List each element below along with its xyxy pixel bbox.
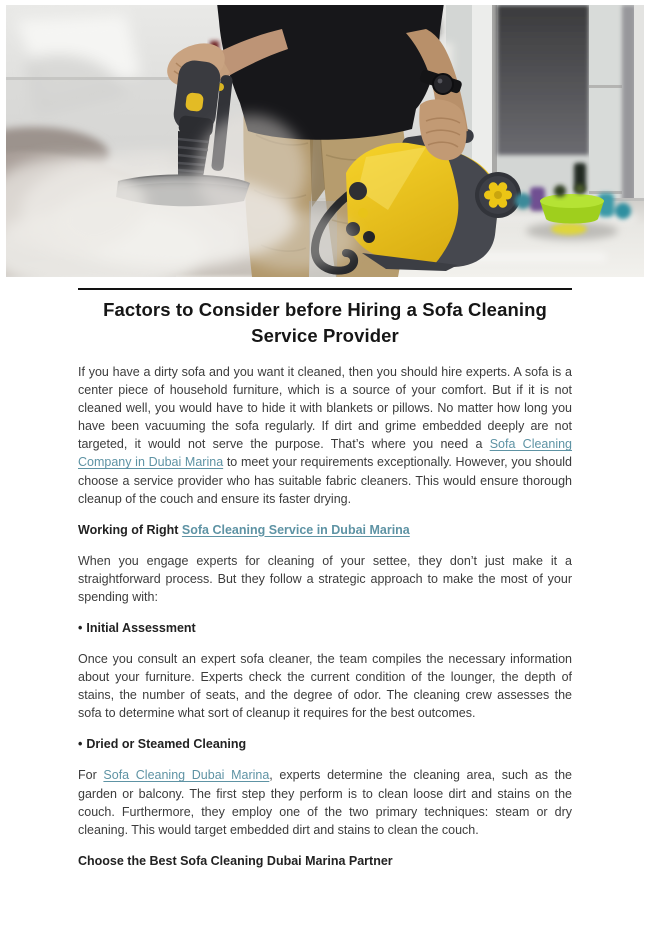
handle-yellow-button bbox=[185, 92, 204, 112]
machine-yellow-knob bbox=[358, 208, 368, 218]
machine-knob-2 bbox=[363, 231, 375, 243]
hero-photo-illustration bbox=[6, 5, 644, 277]
closing-heading: Choose the Best Sofa Cleaning Dubai Marina Partner bbox=[78, 853, 393, 868]
hose-port bbox=[349, 182, 367, 200]
dried-steamed-text-after: , experts determine the cleaning area, such as the garden or balcony. The first step they perform is to clean loose dirt and stains on the couch. Furthermore, they employ one of the two primary techniques: steam or dry cleaning. This would target embedded dirt and stains to clean the couch. bbox=[78, 768, 572, 837]
document-page bbox=[0, 5, 650, 925]
bowl-item-2 bbox=[575, 184, 585, 194]
yellow-sponge bbox=[551, 223, 587, 235]
initial-assessment-label: Initial Assessment bbox=[86, 621, 196, 636]
title-rule bbox=[78, 288, 572, 290]
dried-steamed-paragraph bbox=[78, 766, 572, 838]
working-paragraph: When you engage experts for cleaning of your settee, they don’t just make it a straightforward process. But they follow a strategic approach to make the most of your spending with: bbox=[78, 553, 572, 604]
link-sofa-cleaning-service[interactable]: Sofa Cleaning Service in Dubai Marina bbox=[181, 522, 410, 537]
intro-text-after: to meet your requirements exceptionally. However, you should choose a service provider who has suitable fabric cleaners. This would ensure thorough cleanup of the couch and ensure its faster drying. bbox=[78, 455, 573, 506]
machine-wheel bbox=[475, 172, 521, 218]
initial-assessment-heading bbox=[78, 619, 572, 637]
bullet-icon: • bbox=[78, 621, 83, 636]
link-sofa-cleaning-dubai-marina[interactable]: Sofa Cleaning Dubai Marina bbox=[103, 768, 270, 783]
dried-steamed-label: Dried or Steamed Cleaning bbox=[86, 737, 247, 752]
hero-photo bbox=[6, 5, 644, 277]
green-bowl-rim bbox=[540, 194, 604, 208]
dark-doorway bbox=[497, 5, 589, 155]
page-title: Factors to Consider before Hiring a Sofa Cleaning Service Provider bbox=[103, 299, 547, 346]
initial-assessment-paragraph: Once you consult an expert sofa cleaner, the team compiles the necessary information about your furniture. Experts check the current condition of the lounger, the depth of stains, the number of seats, and the degree of odor. The cleaning crew assesses the sofa to determine what sort of cleanup it requires for the best outcomes. bbox=[78, 652, 572, 721]
intro-paragraph bbox=[78, 363, 572, 508]
working-heading bbox=[78, 521, 572, 539]
dried-steamed-heading bbox=[78, 735, 572, 753]
teal-item bbox=[515, 193, 531, 209]
teal-cap bbox=[615, 203, 631, 219]
watch-glint bbox=[438, 79, 443, 84]
link-sofa-cleaning-company[interactable]: Sofa Cleaning Company in Dubai Marina bbox=[78, 437, 573, 470]
glass-mullion bbox=[589, 85, 622, 88]
dried-steamed-text-before: For bbox=[78, 768, 104, 783]
intro-text-before: If you have a dirty sofa and you want it cleaned, then you should hire experts. A sofa is a center piece of household furniture, which is a source of your comfort. But if it is not cleaned well, you would have to hide it with blankets or pillows. No matter how long you have been vacuuming the sofa regularly. If dirt and grime embedded deeply are not targeted, it would not serve the purpose. That’s where you need a bbox=[78, 365, 572, 452]
article-content bbox=[78, 288, 572, 870]
wristwatch-face bbox=[433, 74, 453, 94]
bowl-item bbox=[554, 185, 566, 197]
working-heading-text: Working of Right bbox=[78, 522, 182, 537]
bullet-icon: • bbox=[78, 737, 83, 752]
